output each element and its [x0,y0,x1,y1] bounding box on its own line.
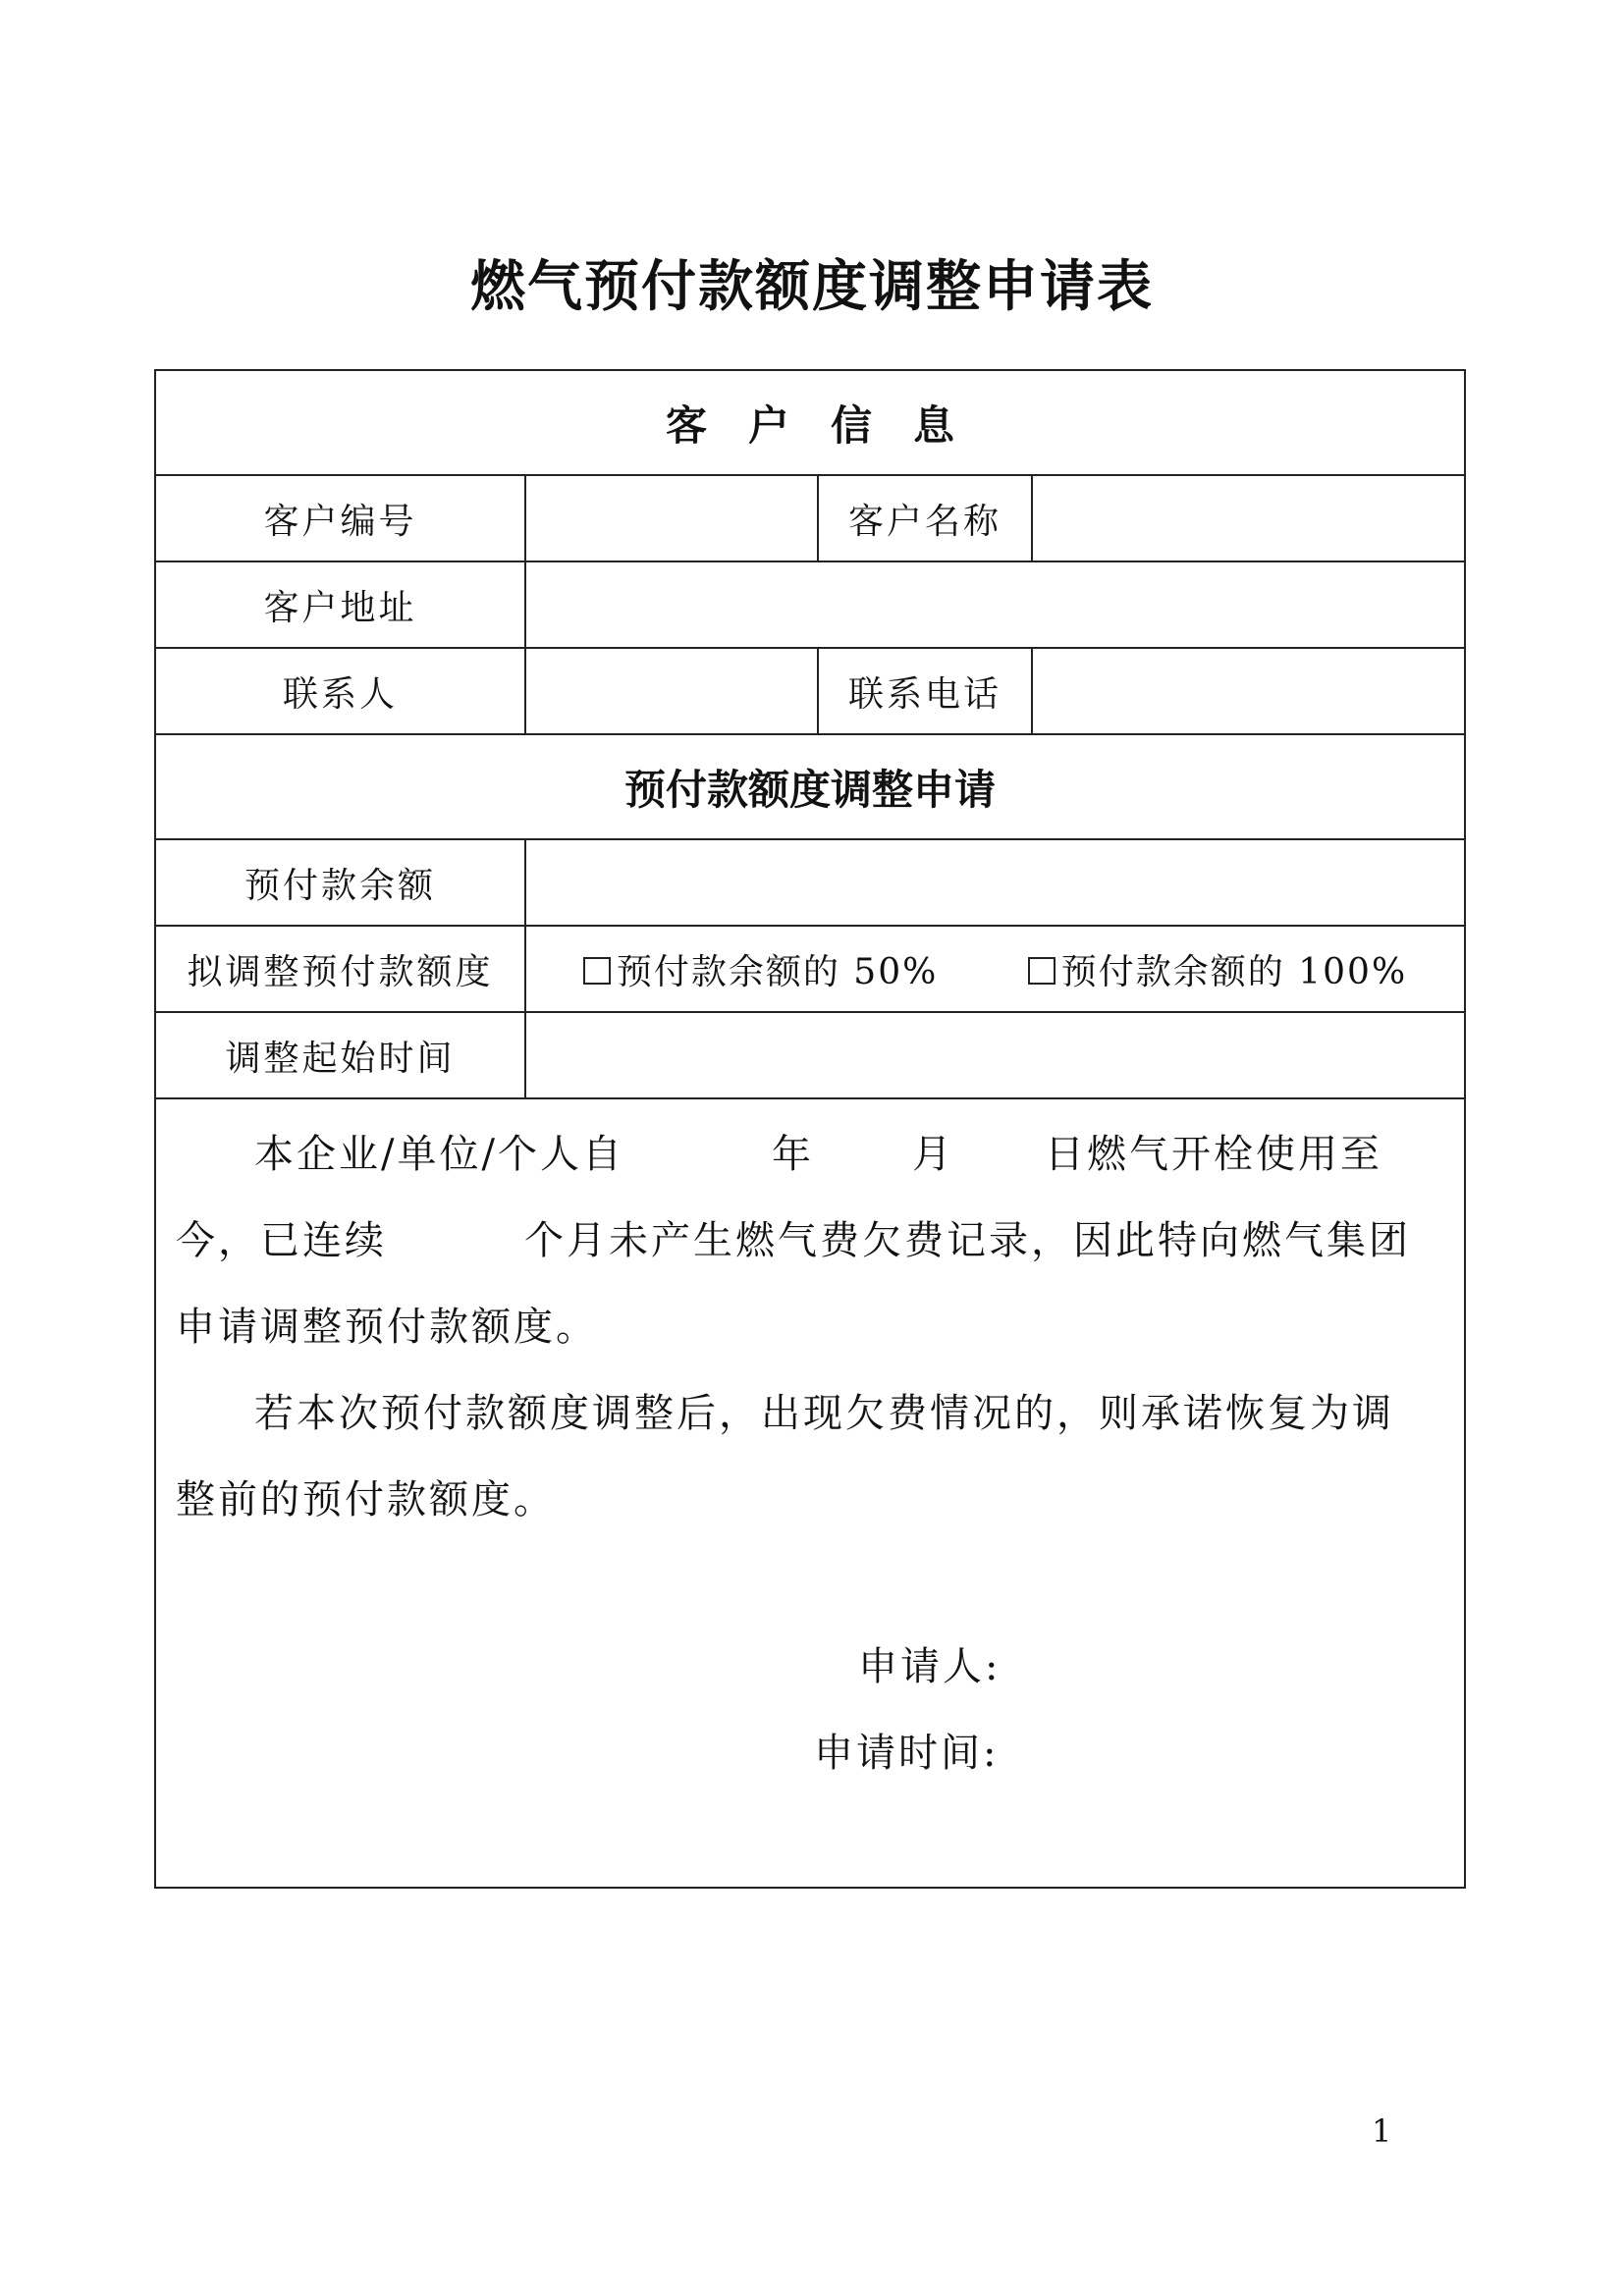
signature-block [176,1624,1444,1796]
contact-person-label: 联系人 [155,648,525,734]
statement-line-2 [176,1198,1444,1284]
option-50-label: 预付款余额的 50% [616,951,939,992]
prepay-balance-label: 预付款余额 [155,839,525,926]
option-100-percent[interactable] [1028,944,1407,994]
planned-quota-label: 拟调整预付款额度 [155,926,525,1012]
application-form [154,369,1466,1889]
customer-address-label: 客户地址 [155,561,525,648]
statement-cell [155,1098,1465,1888]
statement-year: 年 [771,1132,814,1177]
statement-day-text: 日燃气开栓使用至 [1044,1132,1382,1177]
customer-info-header [155,370,1465,475]
adjust-request-header: 预付款额度调整申请 [155,734,1465,839]
statement-intro: 本企业/单位/个人自 [254,1132,624,1177]
statement-line-5: 整前的预付款额度。 [176,1477,556,1522]
customer-name-label: 客户名称 [818,475,1032,561]
statement-line-1 [176,1111,1444,1198]
apply-time-label: 申请时间: [814,1731,1000,1776]
contact-person-field[interactable] [525,648,818,734]
contact-phone-label: 联系电话 [818,648,1032,734]
customer-number-field[interactable] [525,475,818,561]
planned-quota-options [525,926,1465,1012]
checkbox-100-icon[interactable] [1028,957,1056,985]
start-time-field[interactable] [525,1012,1465,1098]
statement-commitment: 若本次预付款额度调整后，出现欠费情况的，则承诺恢复为调 [254,1391,1394,1436]
start-time-label: 调整起始时间 [155,1012,525,1098]
page-number: 1 [1372,2112,1392,2150]
option-50-percent[interactable] [583,944,938,994]
prepay-balance-field[interactable] [525,839,1465,926]
customer-name-field[interactable] [1032,475,1465,561]
statement-line-4 [176,1370,1444,1457]
applicant-label: 申请人: [858,1644,1001,1689]
statement-line-3: 申请调整预付款额度。 [176,1305,598,1350]
customer-info-title: 客 户 信 息 [666,400,955,450]
customer-address-field[interactable] [525,561,1465,648]
statement-continuous: 今，已连续 [176,1218,387,1263]
page-title: 燃气预付款额度调整申请表 [470,255,1154,319]
customer-number-label: 客户编号 [155,475,525,561]
checkbox-50-icon[interactable] [583,957,611,985]
statement-months-text: 个月未产生燃气费欠费记录，因此特向燃气集团 [524,1218,1411,1263]
statement-month: 月 [911,1132,954,1177]
option-100-label: 预付款余额的 100% [1060,951,1408,992]
contact-phone-field[interactable] [1032,648,1465,734]
